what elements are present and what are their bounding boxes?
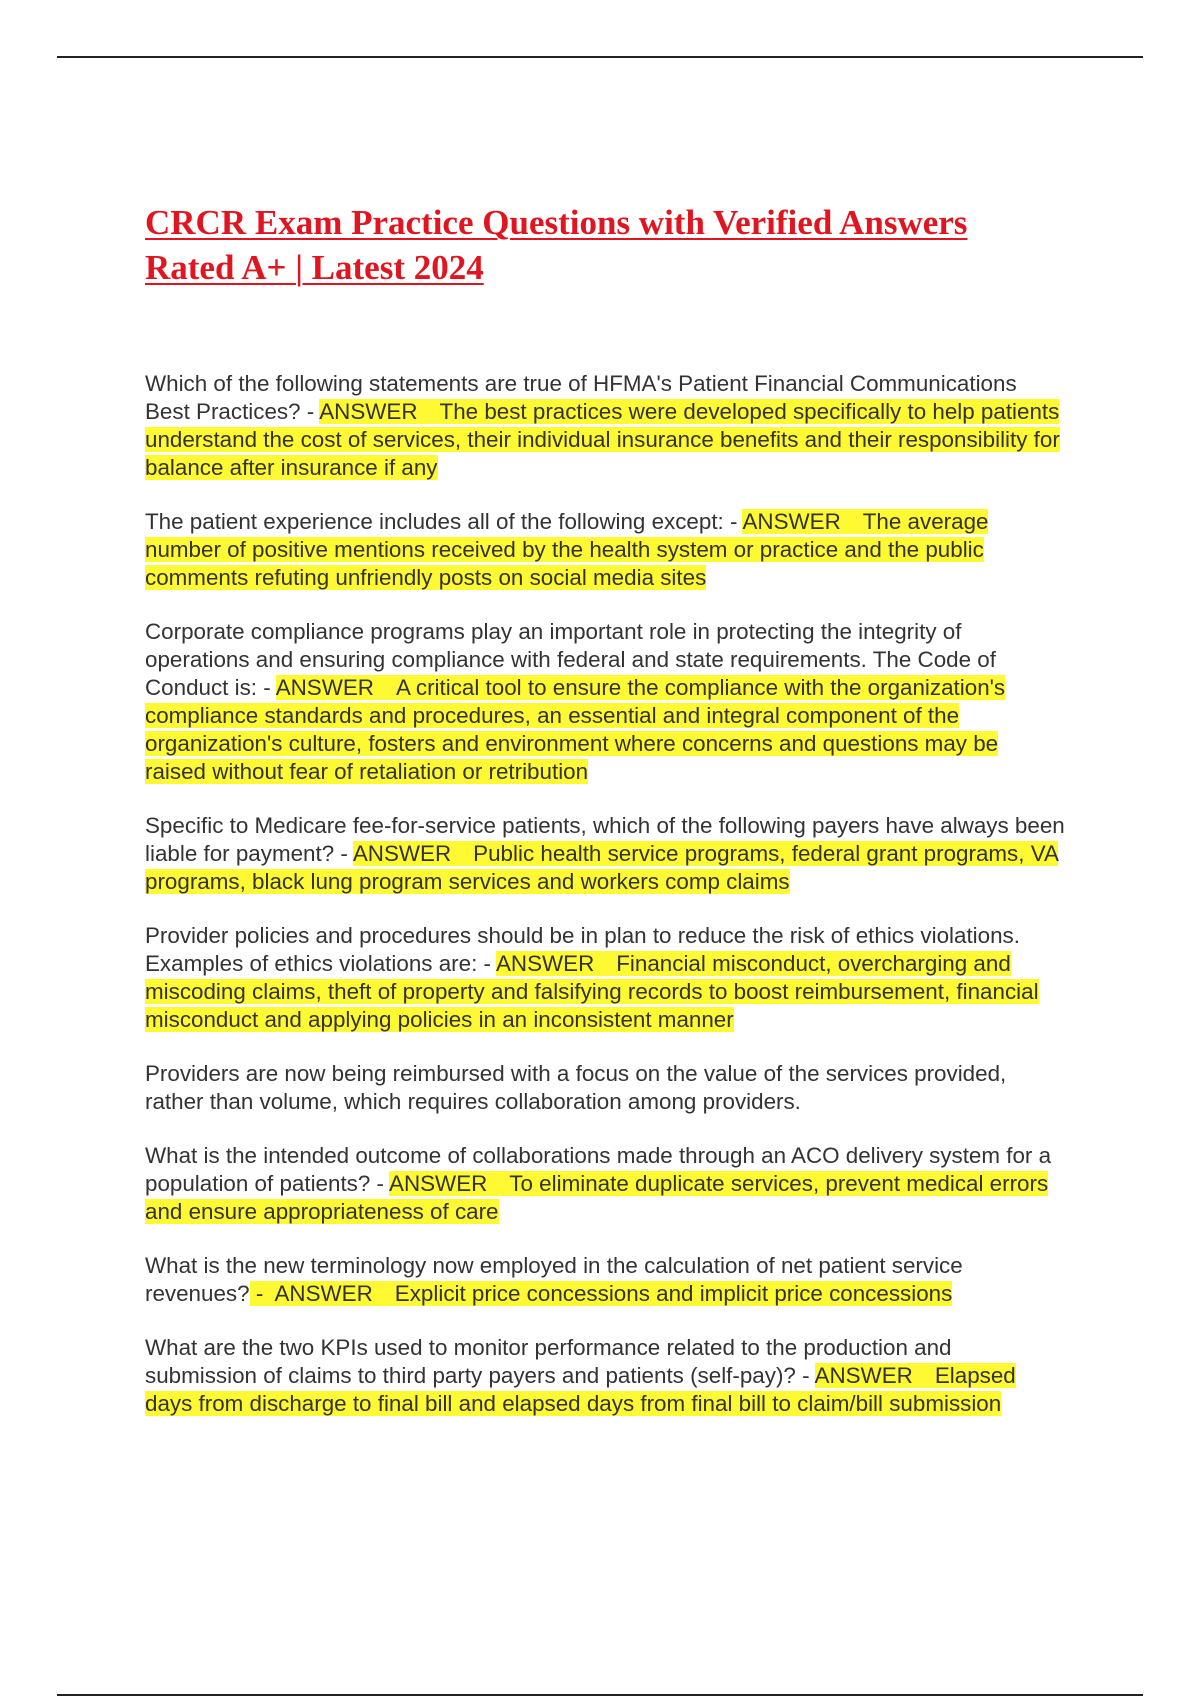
qa-item — [145, 1252, 1065, 1308]
answer-label: ANSWER — [319, 399, 418, 424]
question-text: Which of the following statements are true of HFMA's Patient Financial Communications Best Practices? - — [145, 371, 1017, 424]
answer-text: Elapsed days from discharge to final bill and elapsed days from final bill to claim/bill submission — [145, 1363, 1016, 1416]
question-text: What is the new terminology now employed in the calculation of net patient service revenues? — [145, 1253, 963, 1306]
qa-item — [145, 812, 1065, 896]
answer-text: Public health service programs, federal grant programs, VA programs, black lung program services and workers comp claims — [145, 841, 1058, 894]
bottom-rule — [57, 1694, 1143, 1696]
answer-text: The average number of positive mentions received by the health system or practice and the public comments refuting unfriendly posts on social media sites — [145, 509, 989, 590]
answer-label: ANSWER — [274, 1281, 373, 1306]
qa-item — [145, 508, 1065, 592]
question-dash: - — [255, 1281, 264, 1306]
qa-item — [145, 618, 1065, 786]
top-rule — [57, 56, 1143, 58]
answer-highlight — [250, 1281, 953, 1306]
answer-highlight — [145, 675, 1005, 784]
answer-text: Financial misconduct, overcharging and miscoding claims, theft of property and falsifying records to boost reimbursement, financial misconduct and applying policies in an inconsistent manner — [145, 951, 1039, 1032]
question-text: What is the intended outcome of collaborations made through an ACO delivery system for a population of patients? - — [145, 1143, 1052, 1196]
qa-item — [145, 370, 1065, 482]
question-text: The patient experience includes all of the following except: - — [145, 509, 738, 534]
answer-label: ANSWER — [275, 675, 374, 700]
answer-label: ANSWER — [389, 1171, 488, 1196]
question-text: Corporate compliance programs play an important role in protecting the integrity of operations and ensuring compliance with federal and state requirements. The Code of Conduct is: - — [145, 619, 996, 700]
qa-item — [145, 1142, 1065, 1226]
answer-text: To eliminate duplicate services, prevent medical errors and ensure appropriateness of care — [145, 1171, 1049, 1224]
qa-list — [145, 370, 1065, 1444]
question-text: Specific to Medicare fee-for-service patients, which of the following payers have always been liable for payment? - — [145, 813, 1065, 866]
qa-item — [145, 922, 1065, 1034]
document-title: CRCR Exam Practice Questions with Verified Answers Rated A+ | Latest 2024 — [145, 203, 968, 287]
answer-text: Explicit price concessions and implicit price concessions — [394, 1281, 953, 1306]
answer-label: ANSWER — [495, 951, 595, 976]
answer-text: The best practices were developed specifically to help patients understand the cost of services, their individual insurance benefits and their responsibility for balance after insurance if any — [145, 399, 1060, 480]
answer-text: A critical tool to ensure the compliance with the organization's compliance standards and procedures, an essential and integral component of the organization's culture, fosters and environment where concerns and questions may be raised without fear of retaliation or retribution — [145, 675, 1006, 784]
answer-label: ANSWER — [742, 509, 841, 534]
statement-text: Providers are now being reimbursed with a focus on the value of the services provided, rather than volume, which requires collaboration among providers. — [145, 1061, 1007, 1114]
qa-item — [145, 1060, 1065, 1116]
qa-item — [145, 1334, 1065, 1418]
question-text: What are the two KPIs used to monitor performance related to the production and submission of claims to third party payers and patients (self-pay)? - — [145, 1335, 952, 1388]
answer-label: ANSWER — [352, 841, 452, 866]
answer-label: ANSWER — [814, 1363, 913, 1388]
question-text: Provider policies and procedures should be in plan to reduce the risk of ethics violations. Examples of ethics violations are: - — [145, 923, 1020, 976]
